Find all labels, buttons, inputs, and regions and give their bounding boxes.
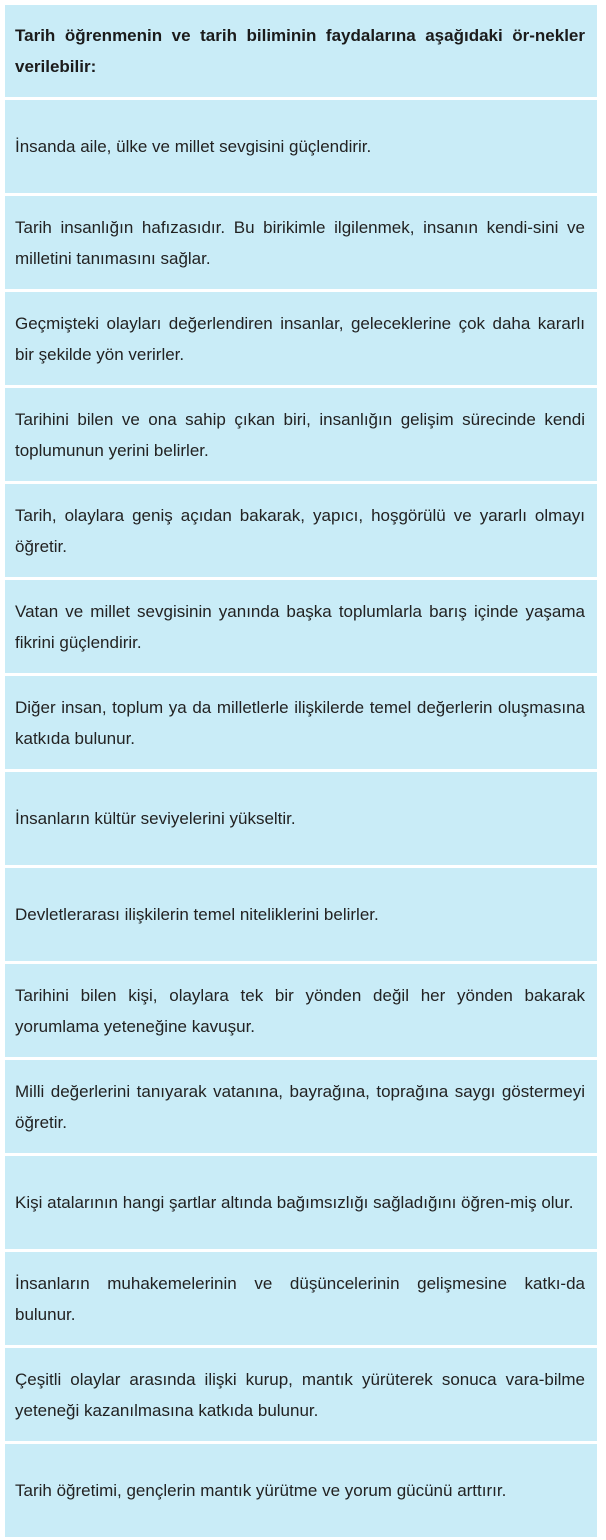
list-item — [5, 292, 597, 385]
table-header — [5, 5, 597, 97]
list-item — [5, 676, 597, 769]
list-item — [5, 100, 597, 193]
list-item — [5, 1060, 597, 1153]
list-item — [5, 1156, 597, 1249]
list-item — [5, 1348, 597, 1441]
list-item-text: Devletlerarası ilişkilerin temel niteliklerini belirler. — [15, 905, 379, 924]
list-item-text: Tarih öğretimi, gençlerin mantık yürütme ve yorum gücünü arttırır. — [15, 1481, 507, 1500]
list-item — [5, 484, 597, 577]
list-item — [5, 196, 597, 289]
list-item — [5, 868, 597, 961]
list-item-text: Çeşitli olaylar arasında ilişki kurup, mantık yürüterek sonuca vara-bilme yeteneği kazanılmasına katkıda bulunur. — [15, 1369, 585, 1420]
list-item — [5, 1444, 597, 1537]
list-item-text: Tarihini bilen ve ona sahip çıkan biri, insanlığın gelişim sürecinde kendi toplumunun yerini belirler. — [15, 409, 585, 460]
list-item-text: Tarih insanlığın hafızasıdır. Bu birikimle ilgilenmek, insanın kendi-sini ve milletini tanımasını sağlar. — [15, 217, 585, 268]
list-item — [5, 964, 597, 1057]
list-item-text: İnsanda aile, ülke ve millet sevgisini güçlendirir. — [15, 137, 372, 156]
list-item-text: İnsanların muhakemelerinin ve düşüncelerinin gelişmesine katkı-da bulunur. — [15, 1273, 585, 1324]
list-item-text: Diğer insan, toplum ya da milletlerle ilişkilerde temel değerlerin oluşmasına katkıda bulunur. — [15, 697, 585, 748]
benefits-table — [5, 5, 597, 1540]
list-item-text: Tarihini bilen kişi, olaylara tek bir yönden değil her yönden bakarak yorumlama yeteneğine kavuşur. — [15, 985, 585, 1036]
header-text: Tarih öğrenmenin ve tarih biliminin faydalarına aşağıdaki ör-nekler verilebilir: — [15, 26, 585, 76]
list-item — [5, 1252, 597, 1345]
list-item-text: Vatan ve millet sevgisinin yanında başka toplumlarla barış içinde yaşama fikrini güçlendirir. — [15, 601, 585, 652]
list-item — [5, 388, 597, 481]
list-item — [5, 772, 597, 865]
list-item-text: Geçmişteki olayları değerlendiren insanlar, geleceklerine çok daha kararlı bir şekilde yön verirler. — [15, 313, 585, 364]
list-item-text: Milli değerlerini tanıyarak vatanına, bayrağına, toprağına saygı göstermeyi öğretir. — [15, 1081, 585, 1132]
list-item-text: Kişi atalarının hangi şartlar altında bağımsızlığı sağladığını öğren-miş olur. — [15, 1193, 574, 1212]
list-item-text: İnsanların kültür seviyelerini yükseltir. — [15, 809, 296, 828]
list-item-text: Tarih, olaylara geniş açıdan bakarak, yapıcı, hoşgörülü ve yararlı olmayı öğretir. — [15, 505, 585, 556]
list-item — [5, 580, 597, 673]
